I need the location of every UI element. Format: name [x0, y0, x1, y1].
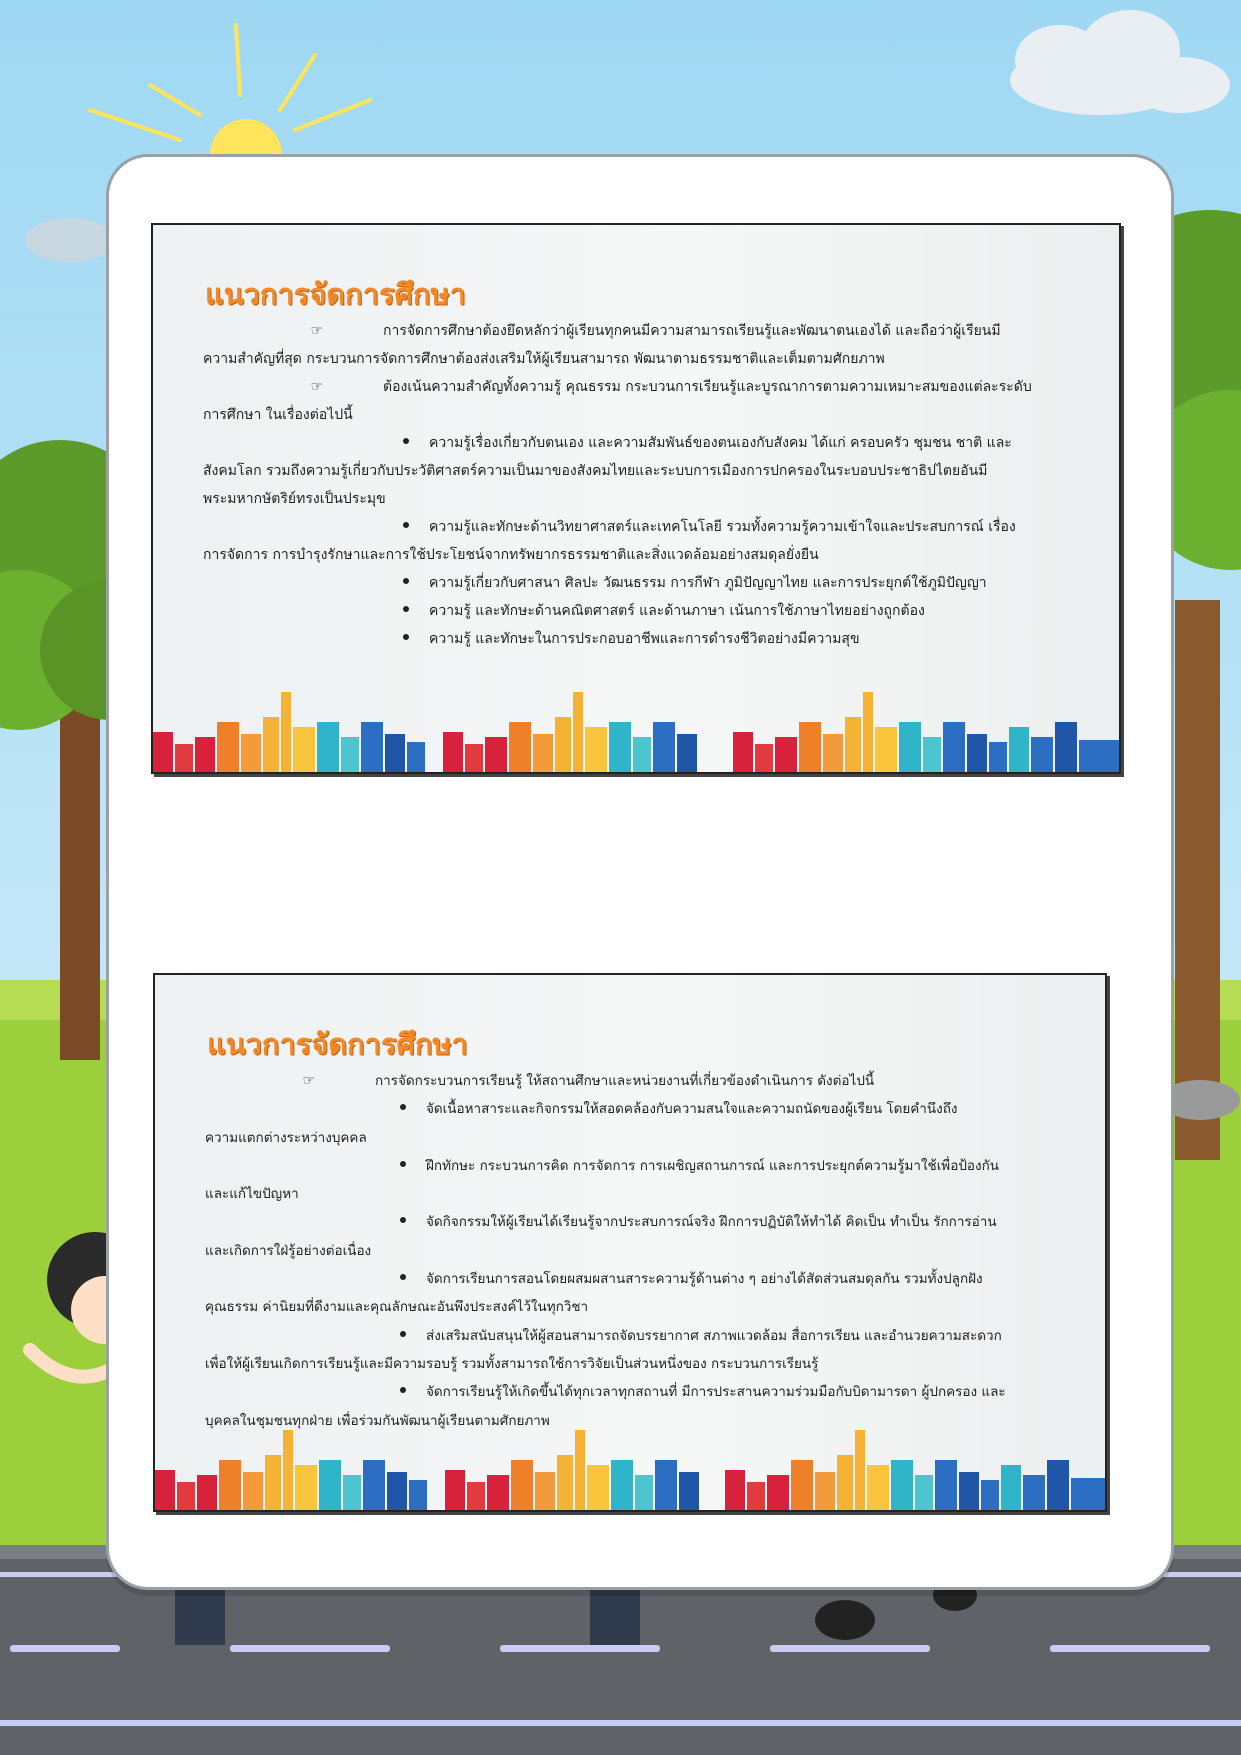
bullet-icon: [403, 522, 409, 528]
slide-title: แนวการจัดการศึกษา: [205, 277, 466, 311]
slide-title: แนวการจัดการศึกษา: [207, 1027, 468, 1061]
slide-2: [153, 973, 1107, 1512]
pointing-hand-icon: ☞: [310, 323, 323, 339]
city-skyline-decoration: [153, 692, 1119, 772]
pointing-hand-icon: ☞: [302, 1073, 315, 1089]
bullet-icon: [400, 1331, 406, 1337]
bullet-icon: [400, 1274, 406, 1280]
bullet-icon: [403, 634, 409, 640]
bullet-icon: [400, 1104, 406, 1110]
slide-1: [151, 223, 1121, 774]
bullet-icon: [400, 1217, 406, 1223]
bullet-icon: [400, 1161, 406, 1167]
bullet-icon: [400, 1387, 406, 1393]
cloud-icon: [25, 218, 115, 262]
bullet-icon: [403, 438, 409, 444]
slide-body: [203, 317, 1073, 653]
slide-body: [205, 1067, 1065, 1435]
pointing-hand-icon: ☞: [310, 379, 323, 395]
bullet-icon: [403, 578, 409, 584]
city-skyline-decoration: [155, 1430, 1105, 1510]
paragraph: ☞ การจัดการศึกษาต้องยึดหลักว่าผู้เรียนทุกคนมีความสามารถเรียนรู้และพัฒนาตนเองได้ และถือว่าผู้เรียนมี ความสำคัญที่สุด กระบวนการจัดการศึกษาต้องส่งเสริมให้ผู้เรียนสามารถ พัฒนาตามธรรมชาติและเต็มตามศักยภาพ ☞ ต้องเน้นความสำคัญทั้งความรู้ คุณธรรม กระบวนการเรียนรู้และบูรณาการตามความเหมาะสมของแต่ละระดับ การศึกษา ในเรื่องต่อไปนี้ ความรู้เรื่องเกี่ยวกับตนเอง และความสัมพันธ์ของตนเองกับสังคม ได้แก่ ครอบครัว ชุมชน ชาติ และ สังคมโลก รวมถึงความรู้เกี่ยวกับประวัติศาสตร์ความเป็นมาของสังคมไทยและระบบการเมืองการปกครองในระบอบประชาธิปไตยอันมี พระมหากษัตริย์ทรงเป็นประมุข ความรู้และทักษะด้านวิทยาศาสตร์และเทคโนโลยี รวมทั้งความรู้ความเข้าใจและประสบการณ์ เรื่อง การจัดการ การบำรุงรักษาและการใช้ประโยชน์จากทรัพยากรธรรมชาติและสิ่งแวดล้อมอย่างสมดุลยั่งยืน ความรู้เกี่ยวกับศาสนา ศิลปะ วัฒนธรรม การกีฬา ภูมิปัญญาไทย และการประยุกต์ใช้ภูมิปัญญา ความรู้ และทักษะด้านคณิตศาสตร์ และด้านภาษา เน้นการใช้ภาษาไทยอย่างถูกต้อง ความรู้ และทักษะในการประกอบอาชีพและการดำรงชีวิตอย่างมีความสุข: [203, 317, 1073, 653]
bullet-icon: [403, 606, 409, 612]
paragraph: ☞ การจัดกระบวนการเรียนรู้ ให้สถานศึกษาและหน่วยงานที่เกี่ยวข้องดำเนินการ ดังต่อไปนี้ จัดเนื้อหาสาระและกิจกรรมให้สอดคล้องกับความสนใจและความถนัดของผู้เรียน โดยคำนึงถึง ความแตกต่างระหว่างบุคคล ฝึกทักษะ กระบวนการคิด การจัดการ การเผชิญสถานการณ์ และการประยุกต์ความรู้มาใช้เพื่อป้องกัน และแก้ไขปัญหา จัดกิจกรรมให้ผู้เรียนได้เรียนรู้จากประสบการณ์จริง ฝึกการปฏิบัติให้ทำได้ คิดเป็น ทำเป็น รักการอ่าน และเกิดการใฝ่รู้อย่างต่อเนื่อง จัดการเรียนการสอนโดยผสมผสานสาระความรู้ด้านต่าง ๆ อย่างได้สัดส่วนสมดุลกัน รวมทั้งปลูกฝัง คุณธรรม ค่านิยมที่ดีงามและคุณลักษณะอันพึงประสงค์ไว้ในทุกวิชา ส่งเสริมสนับสนุนให้ผู้สอนสามารถจัดบรรยากาศ สภาพแวดล้อม สื่อการเรียน และอำนวยความสะดวก เพื่อให้ผู้เรียนเกิดการเรียนรู้และมีความรอบรู้ รวมทั้งสามารถใช้การวิจัยเป็นส่วนหนึ่งของ กระบวนการเรียนรู้ จัดการเรียนรู้ให้เกิดขึ้นได้ทุกเวลาทุกสถานที่ มีการประสานความร่วมมือกับบิดามารดา ผู้ปกครอง และ บุคคลในชุมชนทุกฝ่าย เพื่อร่วมกันพัฒนาผู้เรียนตามศักยภาพ: [205, 1067, 1065, 1435]
